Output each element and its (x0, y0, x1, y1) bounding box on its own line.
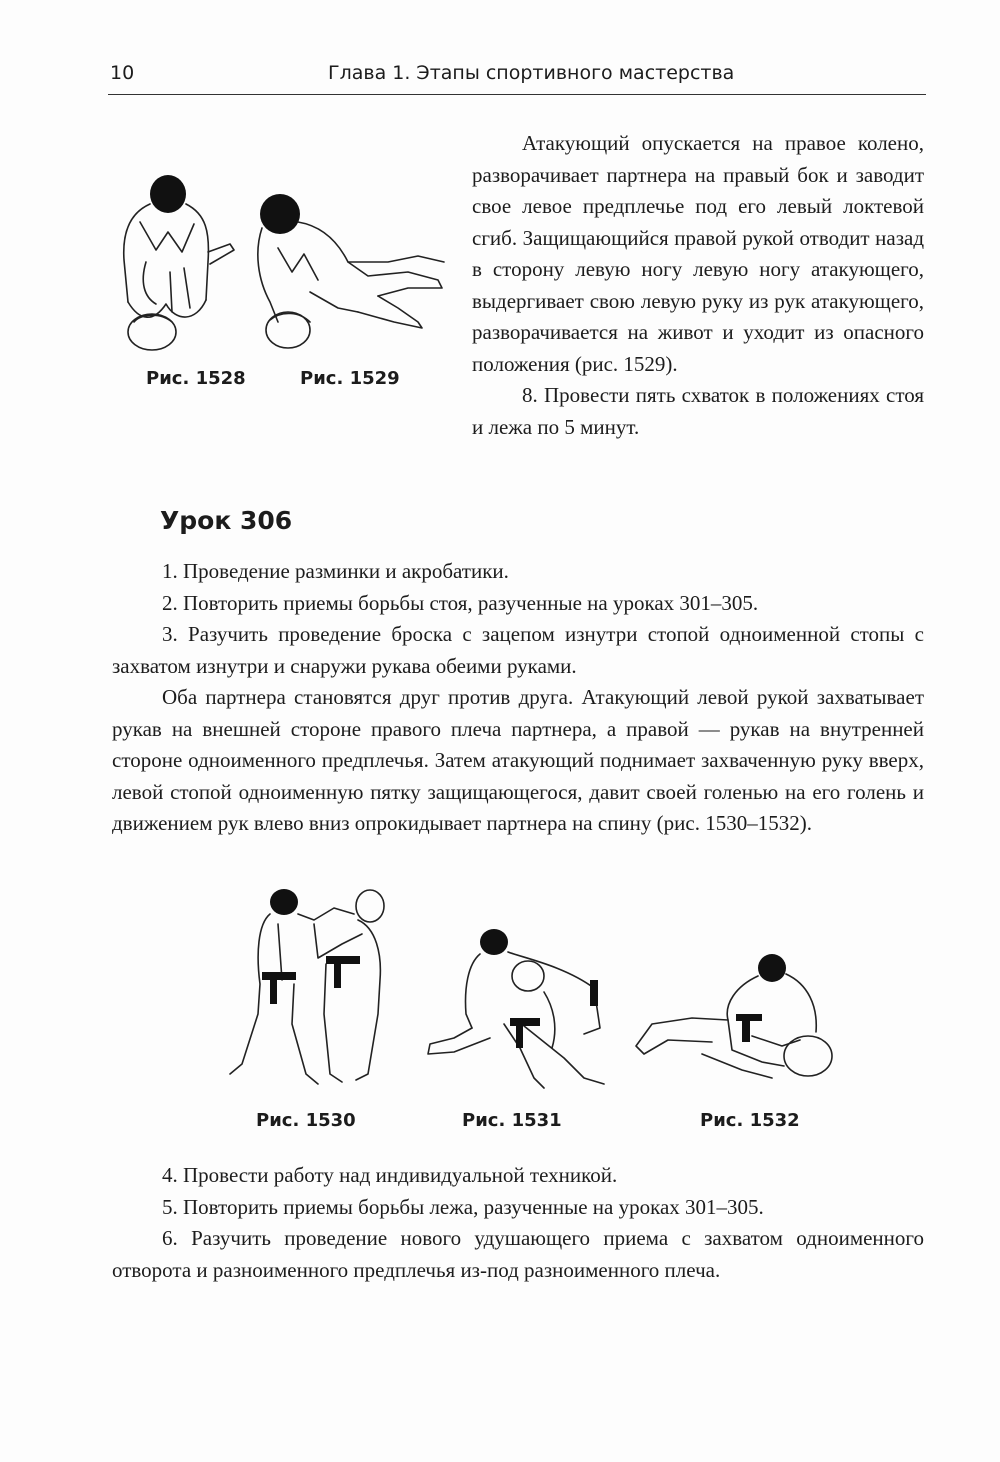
escape-from-hold-illustration (248, 192, 448, 357)
lesson-body-top (112, 556, 924, 840)
list-item: 2. Повторить приемы борьбы стоя, разученные на уроках 301–305. (162, 590, 759, 615)
figure-1532-caption: Рис. 1532 (700, 1110, 800, 1131)
paragraph: 8. Провести пять схваток в положениях стоя и лежа по 5 минут. (472, 383, 924, 439)
kneeling-turn-partner-illustration (110, 172, 235, 357)
hook-throw-illustration (424, 928, 614, 1093)
figure-1528 (110, 172, 235, 357)
list-item: 1. Проведение разминки и акробатики. (162, 559, 509, 583)
list-item: 4. Провести работу над индивидуальной техникой. (162, 1163, 618, 1187)
chapter-title: Глава 1. Этапы спортивного мастерства (328, 62, 735, 84)
figure-1531-caption: Рис. 1531 (462, 1110, 562, 1131)
list-item: 6. Разучить проведение нового удушающего приема с захватом одноименного отворота и разноименного предплечья из-под разноименного плеча. (112, 1226, 924, 1282)
paragraph: Атакующий опускается на правое колено, разворачивает партнера на правый бок и заводит свое левое предплечье под его левый локтевой сгиб. Защищающийся правой рукой отводит назад в сторону левую ногу левую ногу атакующего, выдергивает свою левую руку из рук атакующего, разворачивается на живот и уходит из опасного положения (рис. 1529). (472, 131, 924, 376)
lesson-title: Урок 306 (160, 506, 293, 535)
figure-1531 (424, 928, 614, 1093)
right-column-text (472, 128, 924, 443)
running-header (108, 60, 926, 95)
list-item: 3. Разучить проведение броска с зацепом изнутри стопой одноименной стопы с захватом изнутри и снаружи рукава обеими руками. (112, 622, 924, 678)
lesson-body-bottom (112, 1160, 924, 1286)
list-item: 5. Повторить приемы борьбы лежа, разученные на уроках 301–305. (162, 1194, 764, 1219)
figure-1530-caption: Рис. 1530 (256, 1110, 356, 1131)
page-number: 10 (110, 62, 135, 84)
partner-on-back-illustration (632, 950, 842, 1085)
standing-grip-illustration (222, 884, 397, 1094)
figure-1529 (248, 192, 448, 357)
figure-1530 (222, 884, 397, 1094)
figure-1532 (632, 950, 842, 1085)
paragraph: Оба партнера становятся друг против друга. Атакующий левой рукой захватывает рукав на внешней стороне правого плеча партнера, а правой — рукав на внутренней стороне одноименного предплечья. Затем атакующий поднимает захваченную руку вверх, левой стопой одноименную пятку защищающегося, давит своей голенью на его голень и движением рук влево вниз опрокидывает партнера на спину (рис. 1530–1532). (112, 685, 924, 835)
figure-1529-caption: Рис. 1529 (300, 368, 400, 389)
figure-1528-caption: Рис. 1528 (146, 368, 246, 389)
